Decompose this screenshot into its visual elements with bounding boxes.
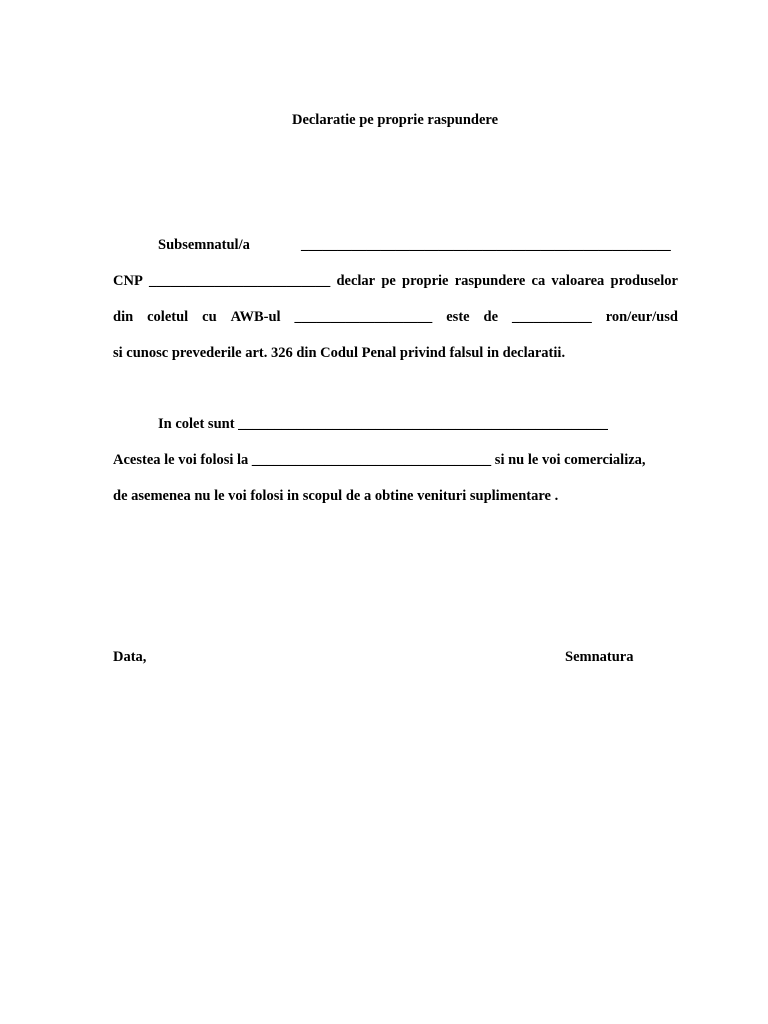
awb-blank: ___________________ (294, 309, 433, 325)
word: pe (381, 273, 396, 289)
penal-code-line: si cunosc prevederile art. 326 din Codul Penal privind falsul in declaratii. (113, 345, 566, 361)
value-blank: ___________ (511, 309, 592, 325)
word: cu (202, 309, 217, 325)
word: din (113, 309, 134, 325)
contents-line: In colet sunt ___________________________________________________ (158, 416, 608, 432)
currency-word: ron/eur/usd (605, 309, 678, 325)
word: ca (531, 273, 546, 289)
word: este (446, 309, 470, 325)
word: produselor (610, 273, 678, 289)
date-label: Data, (113, 649, 147, 665)
word: declar (336, 273, 376, 289)
signature-label: Semnatura (565, 649, 634, 665)
cnp-word: CNP (113, 273, 143, 289)
document-title: Declaratie pe proprie raspundere (291, 112, 499, 128)
word: coletul (147, 309, 189, 325)
name-label: Subsemnatul/a (158, 237, 250, 253)
awb-line (113, 308, 678, 326)
name-blank: ___________________________________________________ (301, 237, 671, 253)
word: de (483, 309, 499, 325)
word: valoarea (551, 273, 605, 289)
cnp-line (113, 272, 678, 290)
income-line: de asemenea nu le voi folosi in scopul de a obtine venituri suplimentare . (113, 488, 559, 504)
cnp-blank: _________________________ (149, 273, 331, 289)
word: raspundere (454, 273, 526, 289)
word: proprie (402, 273, 449, 289)
usage-line: Acestea le voi folosi la _________________________________ si nu le voi comercializa, (113, 452, 646, 468)
awb-word: AWB-ul (230, 309, 281, 325)
